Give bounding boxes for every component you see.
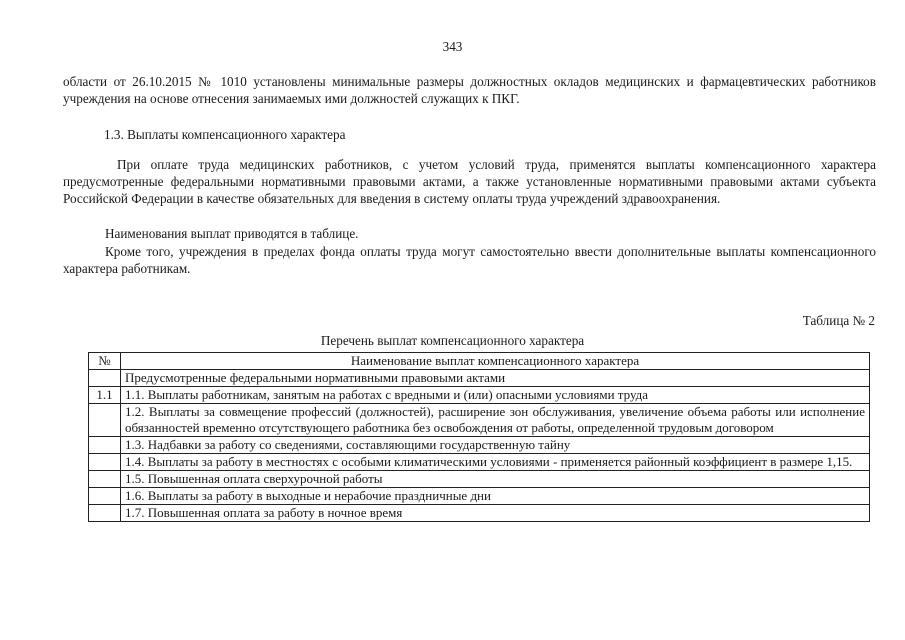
row-name: 1.1. Выплаты работникам, занятым на работах с вредными и (или) опасными условиями труда [121, 387, 870, 404]
intro-paragraph: области от 26.10.2015 № 1010 установлены минимальные размеры должностных окладов медицинских и фармацевтических работников учреждения на основе отнесения занимаемых ими должностей служащих к ПКГ. [63, 74, 876, 106]
row-number [89, 437, 121, 454]
row-name: 1.4. Выплаты за работу в местностях с особыми климатическими условиями - применяется районный коэффициент в размере 1,15. [121, 454, 870, 471]
row-number [89, 488, 121, 505]
row-name: 1.7. Повышенная оплата за работу в ночное время [121, 505, 870, 522]
table-row [89, 488, 870, 505]
row-number [89, 471, 121, 488]
table-row [89, 505, 870, 522]
table-row [89, 454, 870, 471]
row-name: 1.3. Надбавки за работу со сведениями, составляющими государственную тайну [121, 437, 870, 454]
row-number [89, 454, 121, 471]
body-paragraph-1: При оплате труда медицинских работников, с учетом условий труда, применятся выплаты компенсационного характера предусмотренные федеральными нормативными правовыми актами, а также установленные нормативными правовыми актами субъекта Российской Федерации в качестве обязательных для введения в систему оплаты труда учреждений здравоохранения. [63, 157, 876, 206]
row-number [89, 404, 121, 437]
table-row [89, 404, 870, 437]
section-heading: 1.3. Выплаты компенсационного характера [104, 127, 346, 142]
row-name: 1.2. Выплаты за совмещение профессий (должностей), расширение зон обслуживания, увеличение объема работы или исполнение обязанностей временно отсутствующего работника без освобождения от работы, определенной трудовым договором [121, 404, 870, 437]
compensation-table [88, 352, 870, 522]
row-name: 1.5. Повышенная оплата сверхурочной работы [121, 471, 870, 488]
row-number [89, 370, 121, 387]
table-number: Таблица № 2 [802, 313, 875, 328]
row-number: 1.1 [89, 387, 121, 404]
body-paragraph-3: Кроме того, учреждения в пределах фонда оплаты труда могут самостоятельно ввести дополнительные выплаты компенсационного характера работникам. [63, 244, 876, 276]
page-number: 343 [442, 39, 463, 54]
header-name: Наименование выплат компенсационного характера [121, 353, 870, 370]
table-header-row [89, 353, 870, 370]
table-row [89, 471, 870, 488]
table-title: Перечень выплат компенсационного характера [320, 333, 585, 348]
table-row [89, 437, 870, 454]
table-row [89, 387, 870, 404]
row-name: Предусмотренные федеральными нормативными правовыми актами [121, 370, 870, 387]
row-number [89, 505, 121, 522]
table-row [89, 370, 870, 387]
header-number: № [89, 353, 121, 370]
body-paragraph-2: Наименования выплат приводятся в таблице. [105, 226, 359, 241]
row-name: 1.6. Выплаты за работу в выходные и нерабочие праздничные дни [121, 488, 870, 505]
